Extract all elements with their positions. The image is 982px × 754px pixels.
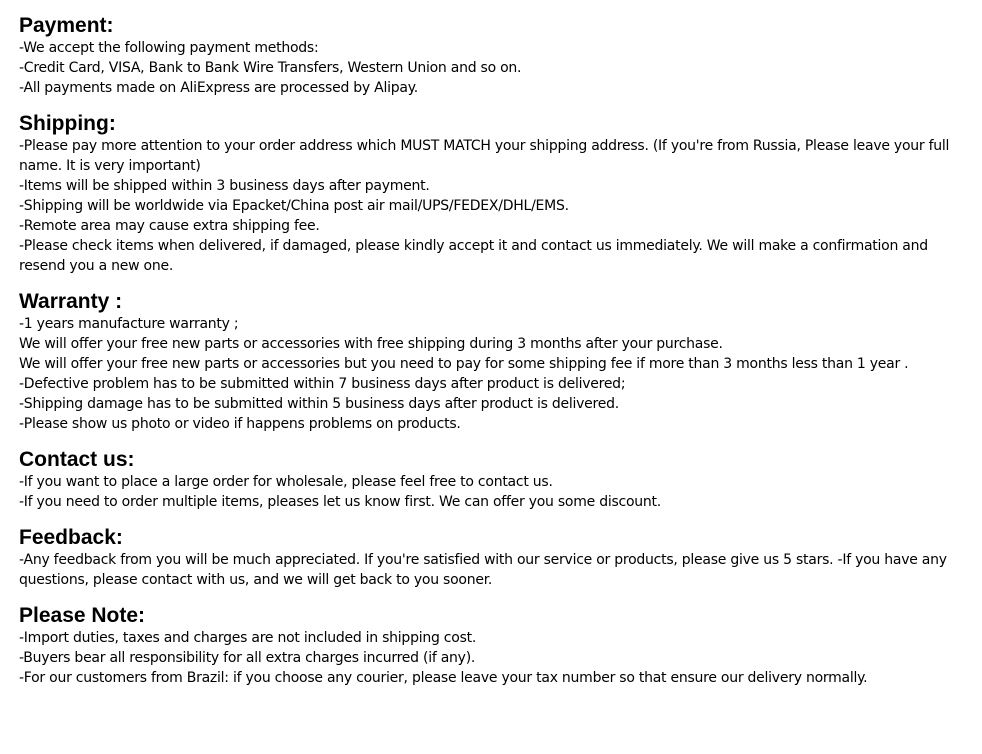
contact-section [19, 448, 969, 512]
section-line: -If you want to place a large order for wholesale, please feel free to contact us. [19, 474, 553, 490]
section-line: -Any feedback from you will be much appreciated. If you're satisfied with our service or products, please give us 5 stars. -If you have any questions, please contact with us, and we will get back to you sooner. [19, 552, 947, 588]
section-title: Feedback: [19, 526, 123, 549]
section-line: We will offer your free new parts or accessories but you need to pay for some shipping fee if more than 3 months less than 1 year . [19, 356, 909, 372]
feedback-section [19, 526, 969, 590]
section-title: Warranty : [19, 290, 123, 313]
section-title: Payment: [19, 14, 114, 37]
section-line: -Remote area may cause extra shipping fee. [19, 218, 320, 234]
section-line: -Shipping damage has to be submitted within 5 business days after product is delivered. [19, 396, 619, 412]
section-line: -Please show us photo or video if happens problems on products. [19, 416, 461, 432]
section-line: -Buyers bear all responsibility for all extra charges incurred (if any). [19, 650, 476, 666]
shipping-section [19, 112, 969, 276]
section-line: -Please pay more attention to your order address which MUST MATCH your shipping address. (If you're from Russia, Please leave your full name. It is very important) [19, 138, 950, 174]
payment-section [19, 14, 969, 98]
please-note-section [19, 604, 969, 688]
section-line: -Defective problem has to be submitted within 7 business days after product is delivered; [19, 376, 626, 392]
section-title: Please Note: [19, 604, 146, 627]
section-title: Shipping: [19, 112, 116, 135]
policy-document [19, 14, 969, 702]
section-line: -We accept the following payment methods: [19, 40, 319, 56]
section-line: -Shipping will be worldwide via Epacket/China post air mail/UPS/FEDEX/DHL/EMS. [19, 198, 569, 214]
section-line: -All payments made on AliExpress are processed by Alipay. [19, 80, 418, 96]
section-line: -Items will be shipped within 3 business days after payment. [19, 178, 430, 194]
section-line: -Please check items when delivered, if damaged, please kindly accept it and contact us immediately. We will make a confirmation and resend you a new one. [19, 238, 928, 274]
section-line: -Import duties, taxes and charges are not included in shipping cost. [19, 630, 477, 646]
section-line: -Credit Card, VISA, Bank to Bank Wire Transfers, Western Union and so on. [19, 60, 522, 76]
section-title: Contact us: [19, 448, 135, 471]
section-line: -If you need to order multiple items, pleases let us know first. We can offer you some discount. [19, 494, 661, 510]
section-line: -For our customers from Brazil: if you choose any courier, please leave your tax number so that ensure our delivery normally. [19, 670, 868, 686]
section-line: -1 years manufacture warranty ; [19, 316, 239, 332]
warranty-section [19, 290, 969, 434]
section-line: We will offer your free new parts or accessories with free shipping during 3 months after your purchase. [19, 336, 723, 352]
